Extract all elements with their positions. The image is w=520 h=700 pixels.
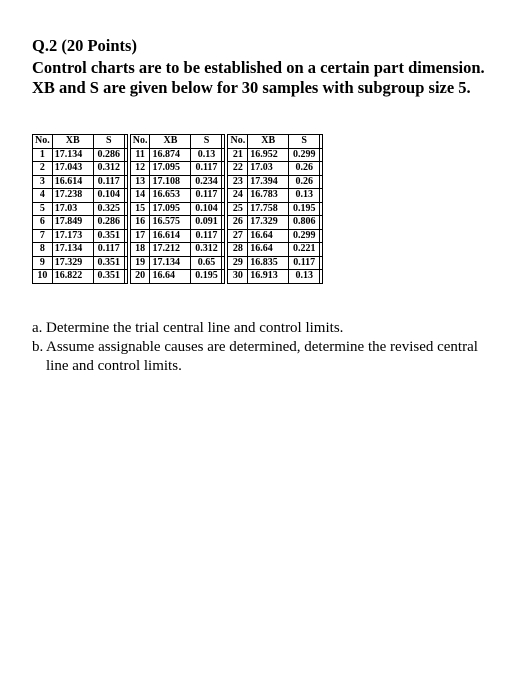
table-block-2 — [130, 134, 226, 284]
table-row — [228, 148, 323, 162]
column-spacer — [320, 216, 323, 230]
sample-number: 27 — [228, 229, 248, 243]
sample-number: 12 — [130, 162, 150, 176]
s-value: 0.091 — [191, 216, 222, 230]
column-spacer — [222, 189, 225, 203]
xbar-value: 17.173 — [52, 229, 93, 243]
column-spacer — [124, 216, 127, 230]
column-header: No. — [33, 135, 53, 149]
data-table — [32, 134, 323, 284]
column-spacer — [222, 148, 225, 162]
sample-number: 26 — [228, 216, 248, 230]
s-value: 0.117 — [93, 175, 124, 189]
table-row — [130, 175, 225, 189]
s-value: 0.299 — [289, 229, 320, 243]
table-row — [228, 256, 323, 270]
question-item-b — [32, 338, 502, 376]
s-value: 0.65 — [191, 256, 222, 270]
sample-number: 5 — [33, 202, 53, 216]
table-row — [33, 189, 128, 203]
s-value: 0.806 — [289, 216, 320, 230]
sample-number: 3 — [33, 175, 53, 189]
table-row — [130, 148, 225, 162]
table-row — [33, 148, 128, 162]
column-spacer — [124, 270, 127, 284]
column-header: S — [289, 135, 320, 149]
table-row — [130, 189, 225, 203]
xbar-value: 17.03 — [248, 162, 289, 176]
sample-number: 2 — [33, 162, 53, 176]
sample-number: 14 — [130, 189, 150, 203]
sample-number: 29 — [228, 256, 248, 270]
s-value: 0.26 — [289, 162, 320, 176]
table-block-3 — [227, 134, 323, 284]
xbar-value: 17.134 — [150, 256, 191, 270]
sample-number: 24 — [228, 189, 248, 203]
column-spacer — [124, 135, 127, 149]
s-value: 0.26 — [289, 175, 320, 189]
table-row — [130, 216, 225, 230]
question-text: Determine the trial central line and control limits. — [46, 320, 344, 336]
xbar-value: 17.758 — [248, 202, 289, 216]
sample-number: 19 — [130, 256, 150, 270]
sample-number: 4 — [33, 189, 53, 203]
s-value: 0.195 — [289, 202, 320, 216]
xbar-value: 16.952 — [248, 148, 289, 162]
question-heading — [32, 36, 492, 98]
sample-number: 15 — [130, 202, 150, 216]
sample-number: 17 — [130, 229, 150, 243]
column-header: XB — [52, 135, 93, 149]
s-value: 0.117 — [191, 229, 222, 243]
s-value: 0.299 — [289, 148, 320, 162]
column-spacer — [320, 148, 323, 162]
s-value: 0.221 — [289, 243, 320, 257]
sample-number: 21 — [228, 148, 248, 162]
s-value: 0.117 — [289, 256, 320, 270]
column-spacer — [222, 135, 225, 149]
table-row — [130, 229, 225, 243]
sample-number: 20 — [130, 270, 150, 284]
xbar-value: 16.64 — [248, 243, 289, 257]
column-header: No. — [130, 135, 150, 149]
sample-number: 23 — [228, 175, 248, 189]
column-spacer — [222, 270, 225, 284]
xbar-value: 17.095 — [150, 162, 191, 176]
column-header: XB — [248, 135, 289, 149]
sample-number: 16 — [130, 216, 150, 230]
column-spacer — [124, 202, 127, 216]
s-value: 0.13 — [289, 270, 320, 284]
column-spacer — [320, 256, 323, 270]
s-value: 0.312 — [93, 162, 124, 176]
column-spacer — [320, 243, 323, 257]
sample-number: 7 — [33, 229, 53, 243]
question-list — [32, 319, 502, 376]
table-row — [130, 270, 225, 284]
column-spacer — [222, 202, 225, 216]
table-row — [130, 162, 225, 176]
xbar-value: 16.64 — [150, 270, 191, 284]
column-spacer — [124, 229, 127, 243]
table-row — [33, 270, 128, 284]
xbar-value: 17.238 — [52, 189, 93, 203]
s-value: 0.117 — [191, 162, 222, 176]
sample-number: 30 — [228, 270, 248, 284]
sample-number: 11 — [130, 148, 150, 162]
column-spacer — [320, 202, 323, 216]
question-body: Control charts are to be established on a certain part dimension. XB and S are given below for 30 samples with subgroup size 5. — [32, 58, 485, 97]
column-spacer — [320, 135, 323, 149]
s-value: 0.325 — [93, 202, 124, 216]
table-row — [33, 202, 128, 216]
xbar-value: 17.212 — [150, 243, 191, 257]
xbar-value: 17.134 — [52, 148, 93, 162]
column-spacer — [222, 229, 225, 243]
table-row — [33, 175, 128, 189]
xbar-value: 16.653 — [150, 189, 191, 203]
column-spacer — [320, 175, 323, 189]
column-spacer — [124, 175, 127, 189]
sample-number: 8 — [33, 243, 53, 257]
xbar-value: 17.134 — [52, 243, 93, 257]
table-row — [228, 216, 323, 230]
s-value: 0.117 — [93, 243, 124, 257]
s-value: 0.351 — [93, 256, 124, 270]
xbar-value: 16.64 — [248, 229, 289, 243]
sample-number: 1 — [33, 148, 53, 162]
table-row — [33, 256, 128, 270]
xbar-value: 17.03 — [52, 202, 93, 216]
table-row — [33, 162, 128, 176]
table-row — [130, 243, 225, 257]
column-spacer — [320, 270, 323, 284]
table-row — [228, 175, 323, 189]
table-row — [33, 243, 128, 257]
column-spacer — [124, 256, 127, 270]
xbar-value: 16.913 — [248, 270, 289, 284]
sample-number: 10 — [33, 270, 53, 284]
column-spacer — [222, 162, 225, 176]
table-row — [228, 229, 323, 243]
question-label: a. — [32, 320, 43, 336]
s-value: 0.286 — [93, 148, 124, 162]
sample-number: 25 — [228, 202, 248, 216]
sample-number: 28 — [228, 243, 248, 257]
table-row — [130, 202, 225, 216]
table-row — [228, 202, 323, 216]
xbar-value: 16.575 — [150, 216, 191, 230]
xbar-value: 16.614 — [52, 175, 93, 189]
xbar-value: 17.108 — [150, 175, 191, 189]
s-value: 0.104 — [93, 189, 124, 203]
xbar-value: 17.043 — [52, 162, 93, 176]
s-value: 0.351 — [93, 229, 124, 243]
question-title: Q.2 (20 Points) — [32, 36, 137, 55]
table-row — [33, 229, 128, 243]
question-item-a — [32, 319, 502, 338]
s-value: 0.286 — [93, 216, 124, 230]
column-spacer — [320, 162, 323, 176]
xbar-value: 17.095 — [150, 202, 191, 216]
column-header: XB — [150, 135, 191, 149]
xbar-value: 16.874 — [150, 148, 191, 162]
column-spacer — [222, 175, 225, 189]
table-header-row — [33, 135, 128, 149]
column-spacer — [320, 229, 323, 243]
s-value: 0.312 — [191, 243, 222, 257]
column-spacer — [222, 243, 225, 257]
sample-number: 18 — [130, 243, 150, 257]
sample-number: 22 — [228, 162, 248, 176]
column-header: S — [93, 135, 124, 149]
table-row — [33, 216, 128, 230]
column-spacer — [320, 189, 323, 203]
s-value: 0.104 — [191, 202, 222, 216]
xbar-value: 17.329 — [52, 256, 93, 270]
xbar-value: 17.329 — [248, 216, 289, 230]
question-text: Assume assignable causes are determined, determine the revised central line and control limits. — [46, 339, 478, 374]
column-spacer — [124, 189, 127, 203]
xbar-value: 16.783 — [248, 189, 289, 203]
column-spacer — [124, 243, 127, 257]
table-row — [228, 162, 323, 176]
column-spacer — [124, 148, 127, 162]
s-value: 0.195 — [191, 270, 222, 284]
s-value: 0.234 — [191, 175, 222, 189]
column-header: S — [191, 135, 222, 149]
table-row — [130, 256, 225, 270]
question-label: b. — [32, 339, 44, 355]
sample-number: 6 — [33, 216, 53, 230]
table-row — [228, 189, 323, 203]
table-block-1 — [32, 134, 128, 284]
table-row — [228, 270, 323, 284]
column-spacer — [124, 162, 127, 176]
xbar-value: 16.835 — [248, 256, 289, 270]
table-row — [228, 243, 323, 257]
column-spacer — [222, 256, 225, 270]
s-value: 0.351 — [93, 270, 124, 284]
s-value: 0.13 — [289, 189, 320, 203]
table-header-row — [228, 135, 323, 149]
table-header-row — [130, 135, 225, 149]
sample-number: 13 — [130, 175, 150, 189]
column-header: No. — [228, 135, 248, 149]
xbar-value: 16.822 — [52, 270, 93, 284]
xbar-value: 17.394 — [248, 175, 289, 189]
xbar-value: 16.614 — [150, 229, 191, 243]
sample-number: 9 — [33, 256, 53, 270]
xbar-value: 17.849 — [52, 216, 93, 230]
column-spacer — [222, 216, 225, 230]
s-value: 0.13 — [191, 148, 222, 162]
s-value: 0.117 — [191, 189, 222, 203]
